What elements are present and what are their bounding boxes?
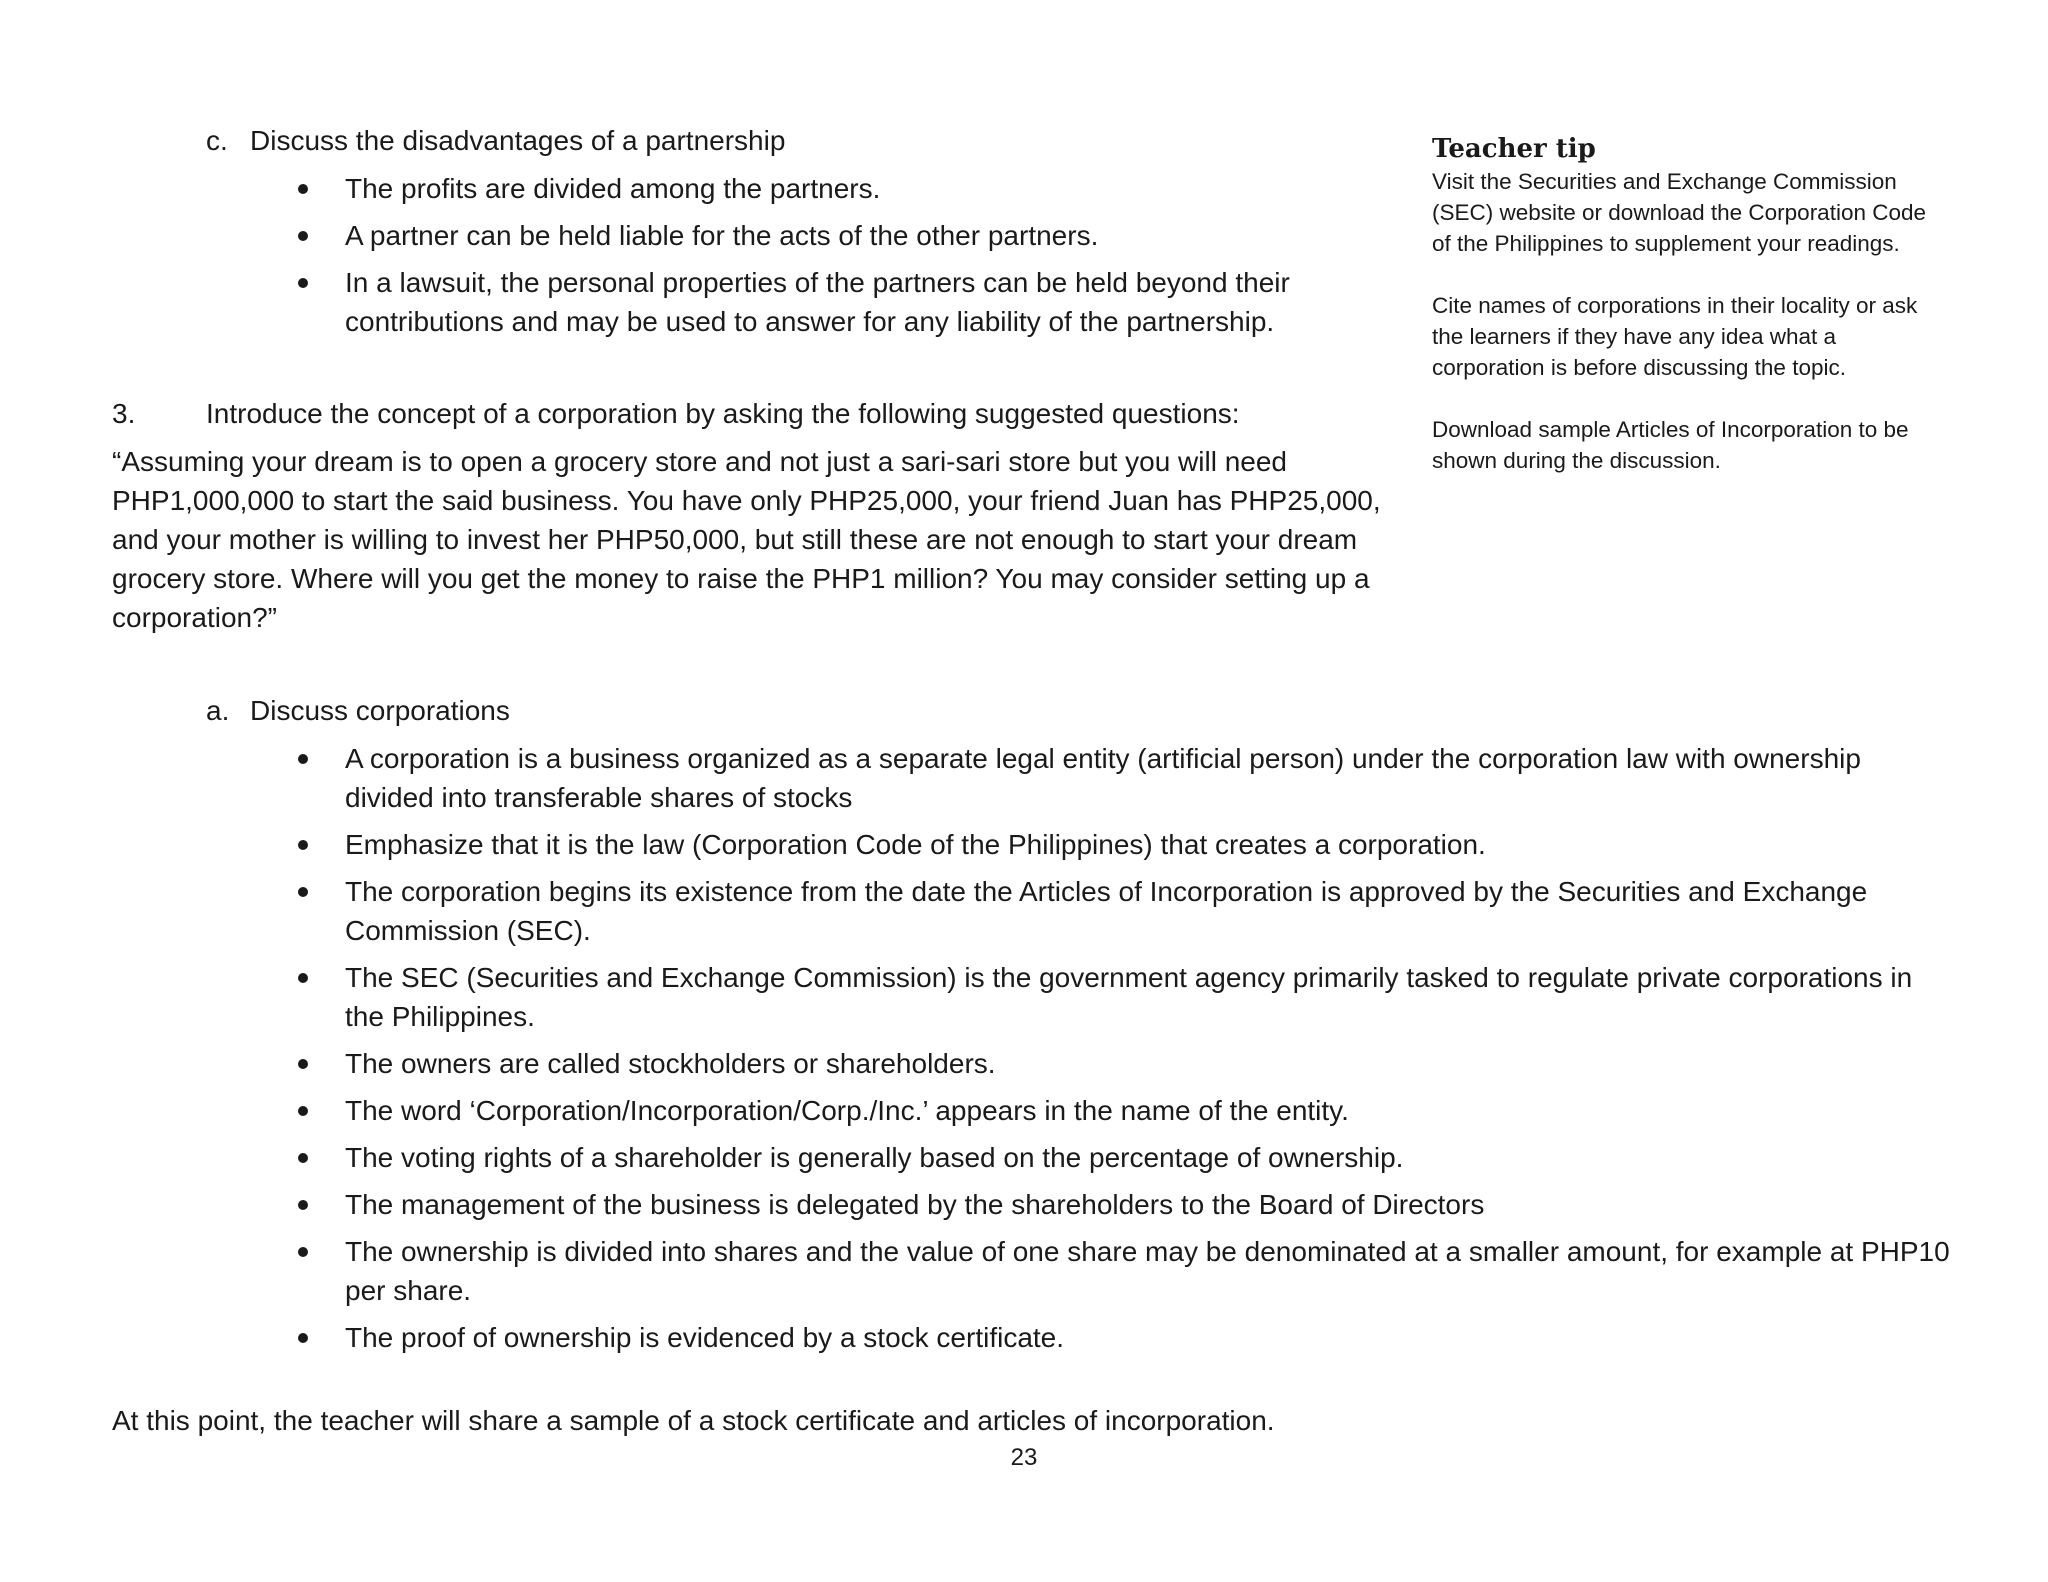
- teacher-tip-sidebar: [1432, 132, 1932, 507]
- item-3-line: [112, 395, 1240, 433]
- list-item: The word ‘Corporation/Incorporation/Corp./Inc.’ appears in the name of the entity.: [345, 1091, 1955, 1130]
- list-item: A corporation is a business organized as a separate legal entity (artificial person) under the corporation law with ownership divided into transferable shares of stocks: [345, 739, 1955, 817]
- section-a-heading: [206, 692, 510, 730]
- closing-paragraph: At this point, the teacher will share a sample of a stock certificate and articles of incorporation.: [112, 1405, 1275, 1436]
- list-item: The owners are called stockholders or shareholders.: [345, 1044, 1955, 1083]
- section-a-heading-text: Discuss corporations: [250, 695, 510, 726]
- bullet-dot-icon: [298, 1106, 308, 1116]
- bullet-dot-icon: [298, 1059, 308, 1069]
- list-item: Emphasize that it is the law (Corporation Code of the Philippines) that creates a corporation.: [345, 825, 1955, 864]
- list-item: The corporation begins its existence from the date the Articles of Incorporation is approved by the Securities and Exchange Commission (SEC).: [345, 872, 1955, 950]
- list-item: The profits are divided among the partners.: [345, 169, 1345, 208]
- bullet-dot-icon: [298, 973, 308, 983]
- section-a-letter: a.: [206, 695, 230, 726]
- list-item: The ownership is divided into shares and the value of one share may be denominated at a smaller amount, for example at PHP10 per share.: [345, 1232, 1955, 1310]
- item-3-quote: “Assuming your dream is to open a grocery store and not just a sari-sari store but you will need PHP1,000,000 to start the said business. You have only PHP25,000, your friend Juan has PHP25,000, and your mother is willing to invest her PHP50,000, but still these are not enough to start your dream grocery store. Where will you get the money to raise the PHP1 million? You may consider setting up a corporation?”: [112, 446, 1381, 633]
- bullet-dot-icon: [298, 231, 308, 241]
- list-item: The proof of ownership is evidenced by a stock certificate.: [345, 1318, 1955, 1357]
- bullet-dot-icon: [298, 840, 308, 850]
- item-3-text: Introduce the concept of a corporation by asking the following suggested questions:: [206, 398, 1240, 429]
- list-item: The voting rights of a shareholder is generally based on the percentage of ownership.: [345, 1138, 1955, 1177]
- teacher-tip-paragraph: Download sample Articles of Incorporation to be shown during the discussion.: [1432, 417, 1909, 473]
- bullet-dot-icon: [298, 754, 308, 764]
- teacher-tip-title: Teacher tip: [1432, 134, 1596, 164]
- list-item: In a lawsuit, the personal properties of the partners can be held beyond their contributions and may be used to answer for any liability of the partnership.: [345, 263, 1345, 341]
- section-c-heading-text: Discuss the disadvantages of a partnership: [250, 125, 786, 156]
- list-item: The SEC (Securities and Exchange Commission) is the government agency primarily tasked to regulate private corporations in the Philippines.: [345, 958, 1955, 1036]
- bullet-dot-icon: [298, 184, 308, 194]
- teacher-tip-paragraph: Cite names of corporations in their locality or ask the learners if they have any idea what a corporation is before discussing the topic.: [1432, 293, 1918, 380]
- bullet-dot-icon: [298, 1153, 308, 1163]
- list-item: A partner can be held liable for the acts of the other partners.: [345, 216, 1345, 255]
- bullet-dot-icon: [298, 1200, 308, 1210]
- bullet-dot-icon: [298, 278, 308, 288]
- page-number: 23: [1010, 1444, 1038, 1471]
- section-c-letter: c.: [206, 125, 228, 156]
- list-item: The management of the business is delegated by the shareholders to the Board of Directors: [345, 1185, 1955, 1224]
- teacher-tip-paragraph: Visit the Securities and Exchange Commission (SEC) website or download the Corporation Code of the Philippines to supplement your readings.: [1432, 169, 1927, 256]
- item-3-number: 3.: [112, 398, 136, 429]
- section-c-bullet-list: [345, 169, 1345, 349]
- bullet-dot-icon: [298, 1247, 308, 1257]
- section-c-heading: [206, 122, 785, 160]
- bullet-dot-icon: [298, 887, 308, 897]
- section-a-bullet-list: [345, 739, 1955, 1365]
- bullet-dot-icon: [298, 1333, 308, 1343]
